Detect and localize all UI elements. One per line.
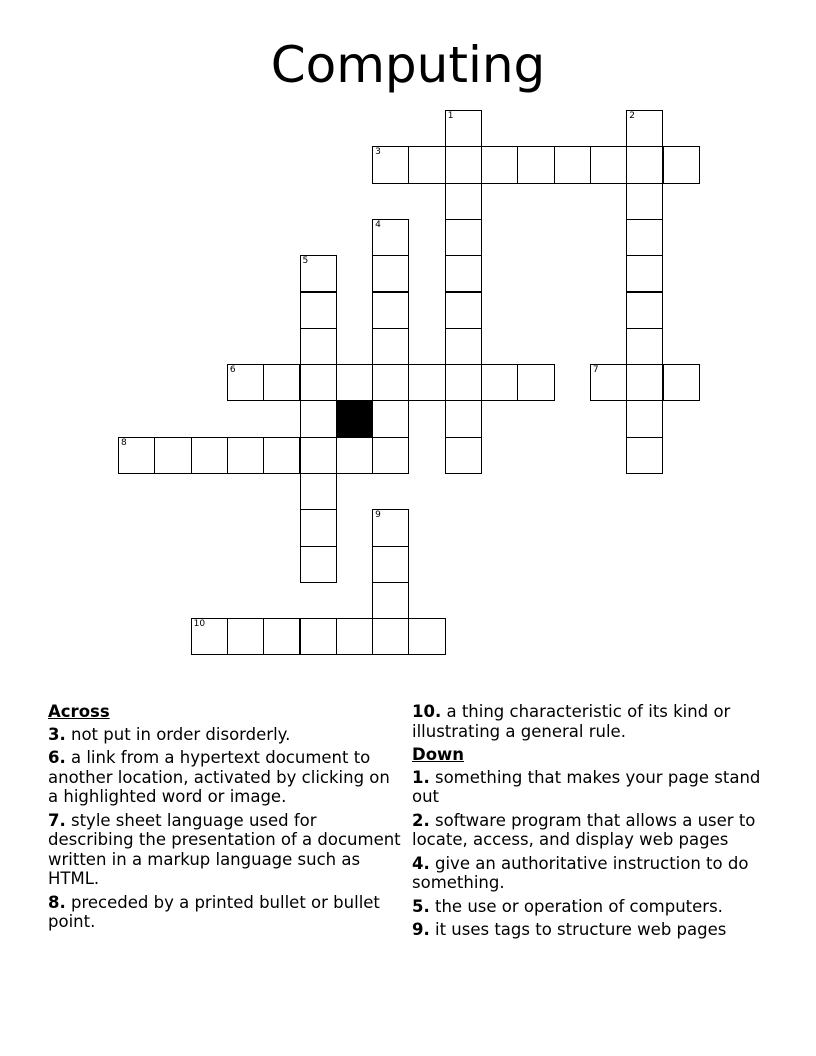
grid-cell[interactable] xyxy=(191,437,228,474)
clue-text: give an authoritative instruction to do something. xyxy=(412,853,749,892)
grid-cell[interactable] xyxy=(445,400,482,437)
clue-number: 9 xyxy=(375,510,381,521)
across-clue xyxy=(48,725,403,745)
black-cell xyxy=(336,400,373,437)
across-clue xyxy=(48,893,403,932)
clue-text: preceded by a printed bullet or bullet point. xyxy=(48,892,380,931)
grid-cell[interactable] xyxy=(372,509,409,546)
grid-cell[interactable] xyxy=(336,618,373,655)
down-heading: Down xyxy=(412,745,465,764)
grid-cell[interactable] xyxy=(372,146,409,183)
clue-text: it uses tags to structure web pages xyxy=(429,920,727,939)
grid-cell[interactable] xyxy=(554,146,591,183)
grid-cell[interactable] xyxy=(336,364,373,401)
grid-cell[interactable] xyxy=(372,582,409,619)
grid-cell[interactable] xyxy=(408,364,445,401)
grid-cell[interactable] xyxy=(372,328,409,365)
clue-number: 3 xyxy=(375,147,381,158)
grid-cell[interactable] xyxy=(300,328,337,365)
grid-cell[interactable] xyxy=(118,437,155,474)
grid-cell[interactable] xyxy=(336,437,373,474)
grid-cell[interactable] xyxy=(481,146,518,183)
grid-cell[interactable] xyxy=(663,146,700,183)
grid-cell[interactable] xyxy=(590,146,627,183)
grid-cell[interactable] xyxy=(445,255,482,292)
grid-cell[interactable] xyxy=(300,618,337,655)
grid-cell[interactable] xyxy=(663,364,700,401)
grid-cell[interactable] xyxy=(626,437,663,474)
grid-cell[interactable] xyxy=(445,437,482,474)
grid-cell[interactable] xyxy=(445,364,482,401)
clue-text: something that makes your page stand out xyxy=(412,767,761,806)
down-clue xyxy=(412,920,772,940)
clue-number: 8. xyxy=(48,892,66,912)
grid-cell[interactable] xyxy=(408,146,445,183)
clue-number: 10. xyxy=(412,702,442,721)
clue-text: the use or operation of computers. xyxy=(429,896,723,916)
grid-cell[interactable] xyxy=(300,292,337,329)
grid-cell[interactable] xyxy=(154,437,191,474)
grid-cell[interactable] xyxy=(300,364,337,401)
across-clue xyxy=(412,702,772,741)
across-clues xyxy=(48,702,403,936)
grid-cell[interactable] xyxy=(372,400,409,437)
grid-cell[interactable] xyxy=(517,364,554,401)
clue-text: software program that allows a user to locate, access, and display web pages xyxy=(412,810,756,849)
grid-cell[interactable] xyxy=(590,364,627,401)
clue-number: 2. xyxy=(412,810,430,830)
grid-cell[interactable] xyxy=(300,509,337,546)
grid-cell[interactable] xyxy=(300,400,337,437)
clue-text: a thing characteristic of its kind or illustrating a general rule. xyxy=(412,702,731,741)
clue-text: not put in order disorderly. xyxy=(65,724,291,744)
across-heading: Across xyxy=(48,702,110,721)
grid-cell[interactable] xyxy=(372,255,409,292)
grid-cell[interactable] xyxy=(300,473,337,510)
clue-number: 2 xyxy=(629,111,635,121)
grid-cell[interactable] xyxy=(626,110,663,147)
grid-cell[interactable] xyxy=(626,255,663,292)
grid-cell[interactable] xyxy=(227,618,264,655)
clue-number: 8 xyxy=(121,437,127,448)
right-column-clues xyxy=(412,702,772,944)
clue-text: a link from a hypertext document to another location, activated by clicking on a highlighted word or image. xyxy=(48,748,390,806)
grid-cell[interactable] xyxy=(445,328,482,365)
grid-cell[interactable] xyxy=(481,364,518,401)
grid-cell[interactable] xyxy=(300,255,337,292)
down-clue xyxy=(412,897,772,917)
grid-cell[interactable] xyxy=(300,546,337,583)
clue-number: 1. xyxy=(412,767,430,787)
grid-cell[interactable] xyxy=(191,618,228,655)
grid-cell[interactable] xyxy=(445,292,482,329)
grid-cell[interactable] xyxy=(626,146,663,183)
grid-cell[interactable] xyxy=(263,618,300,655)
grid-cell[interactable] xyxy=(626,328,663,365)
grid-cell[interactable] xyxy=(300,437,337,474)
across-clue xyxy=(48,811,403,889)
grid-cell[interactable] xyxy=(227,364,264,401)
clue-number: 6 xyxy=(229,365,236,376)
grid-cell[interactable] xyxy=(372,437,409,474)
clue-number: 4. xyxy=(412,853,430,873)
clue-number: 6. xyxy=(48,748,66,767)
grid-cell[interactable] xyxy=(626,364,663,401)
grid-cell[interactable] xyxy=(372,292,409,329)
grid-cell[interactable] xyxy=(372,219,409,256)
grid-cell[interactable] xyxy=(445,110,482,147)
grid-cell[interactable] xyxy=(408,618,445,655)
clue-number: 5. xyxy=(412,896,430,916)
grid-cell[interactable] xyxy=(517,146,554,183)
clue-number: 5 xyxy=(302,256,309,267)
grid-cell[interactable] xyxy=(445,146,482,183)
grid-cell[interactable] xyxy=(445,219,482,256)
grid-cell[interactable] xyxy=(372,546,409,583)
clue-number: 1 xyxy=(447,111,454,121)
clue-number: 10 xyxy=(193,619,206,630)
clue-number: 7 xyxy=(592,365,599,376)
grid-cell[interactable] xyxy=(227,437,264,474)
down-clue xyxy=(412,854,772,893)
grid-cell[interactable] xyxy=(626,219,663,256)
grid-cell[interactable] xyxy=(372,618,409,655)
clue-number: 9. xyxy=(412,920,430,939)
grid-cell[interactable] xyxy=(263,364,300,401)
clue-number: 4 xyxy=(375,219,381,230)
grid-cell[interactable] xyxy=(626,183,663,220)
clue-number: 7. xyxy=(48,810,66,830)
clue-number: 3. xyxy=(48,724,66,744)
page-title: Computing xyxy=(270,36,546,94)
across-clue xyxy=(48,748,403,807)
grid-cell[interactable] xyxy=(372,364,409,401)
down-clue xyxy=(412,811,772,850)
grid-cell[interactable] xyxy=(263,437,300,474)
clue-text: style sheet language used for describing the presentation of a document written in a markup language such as HTML. xyxy=(48,810,401,888)
grid-cell[interactable] xyxy=(445,183,482,220)
grid-cell[interactable] xyxy=(626,292,663,329)
down-clue xyxy=(412,768,772,807)
grid-cell[interactable] xyxy=(626,400,663,437)
